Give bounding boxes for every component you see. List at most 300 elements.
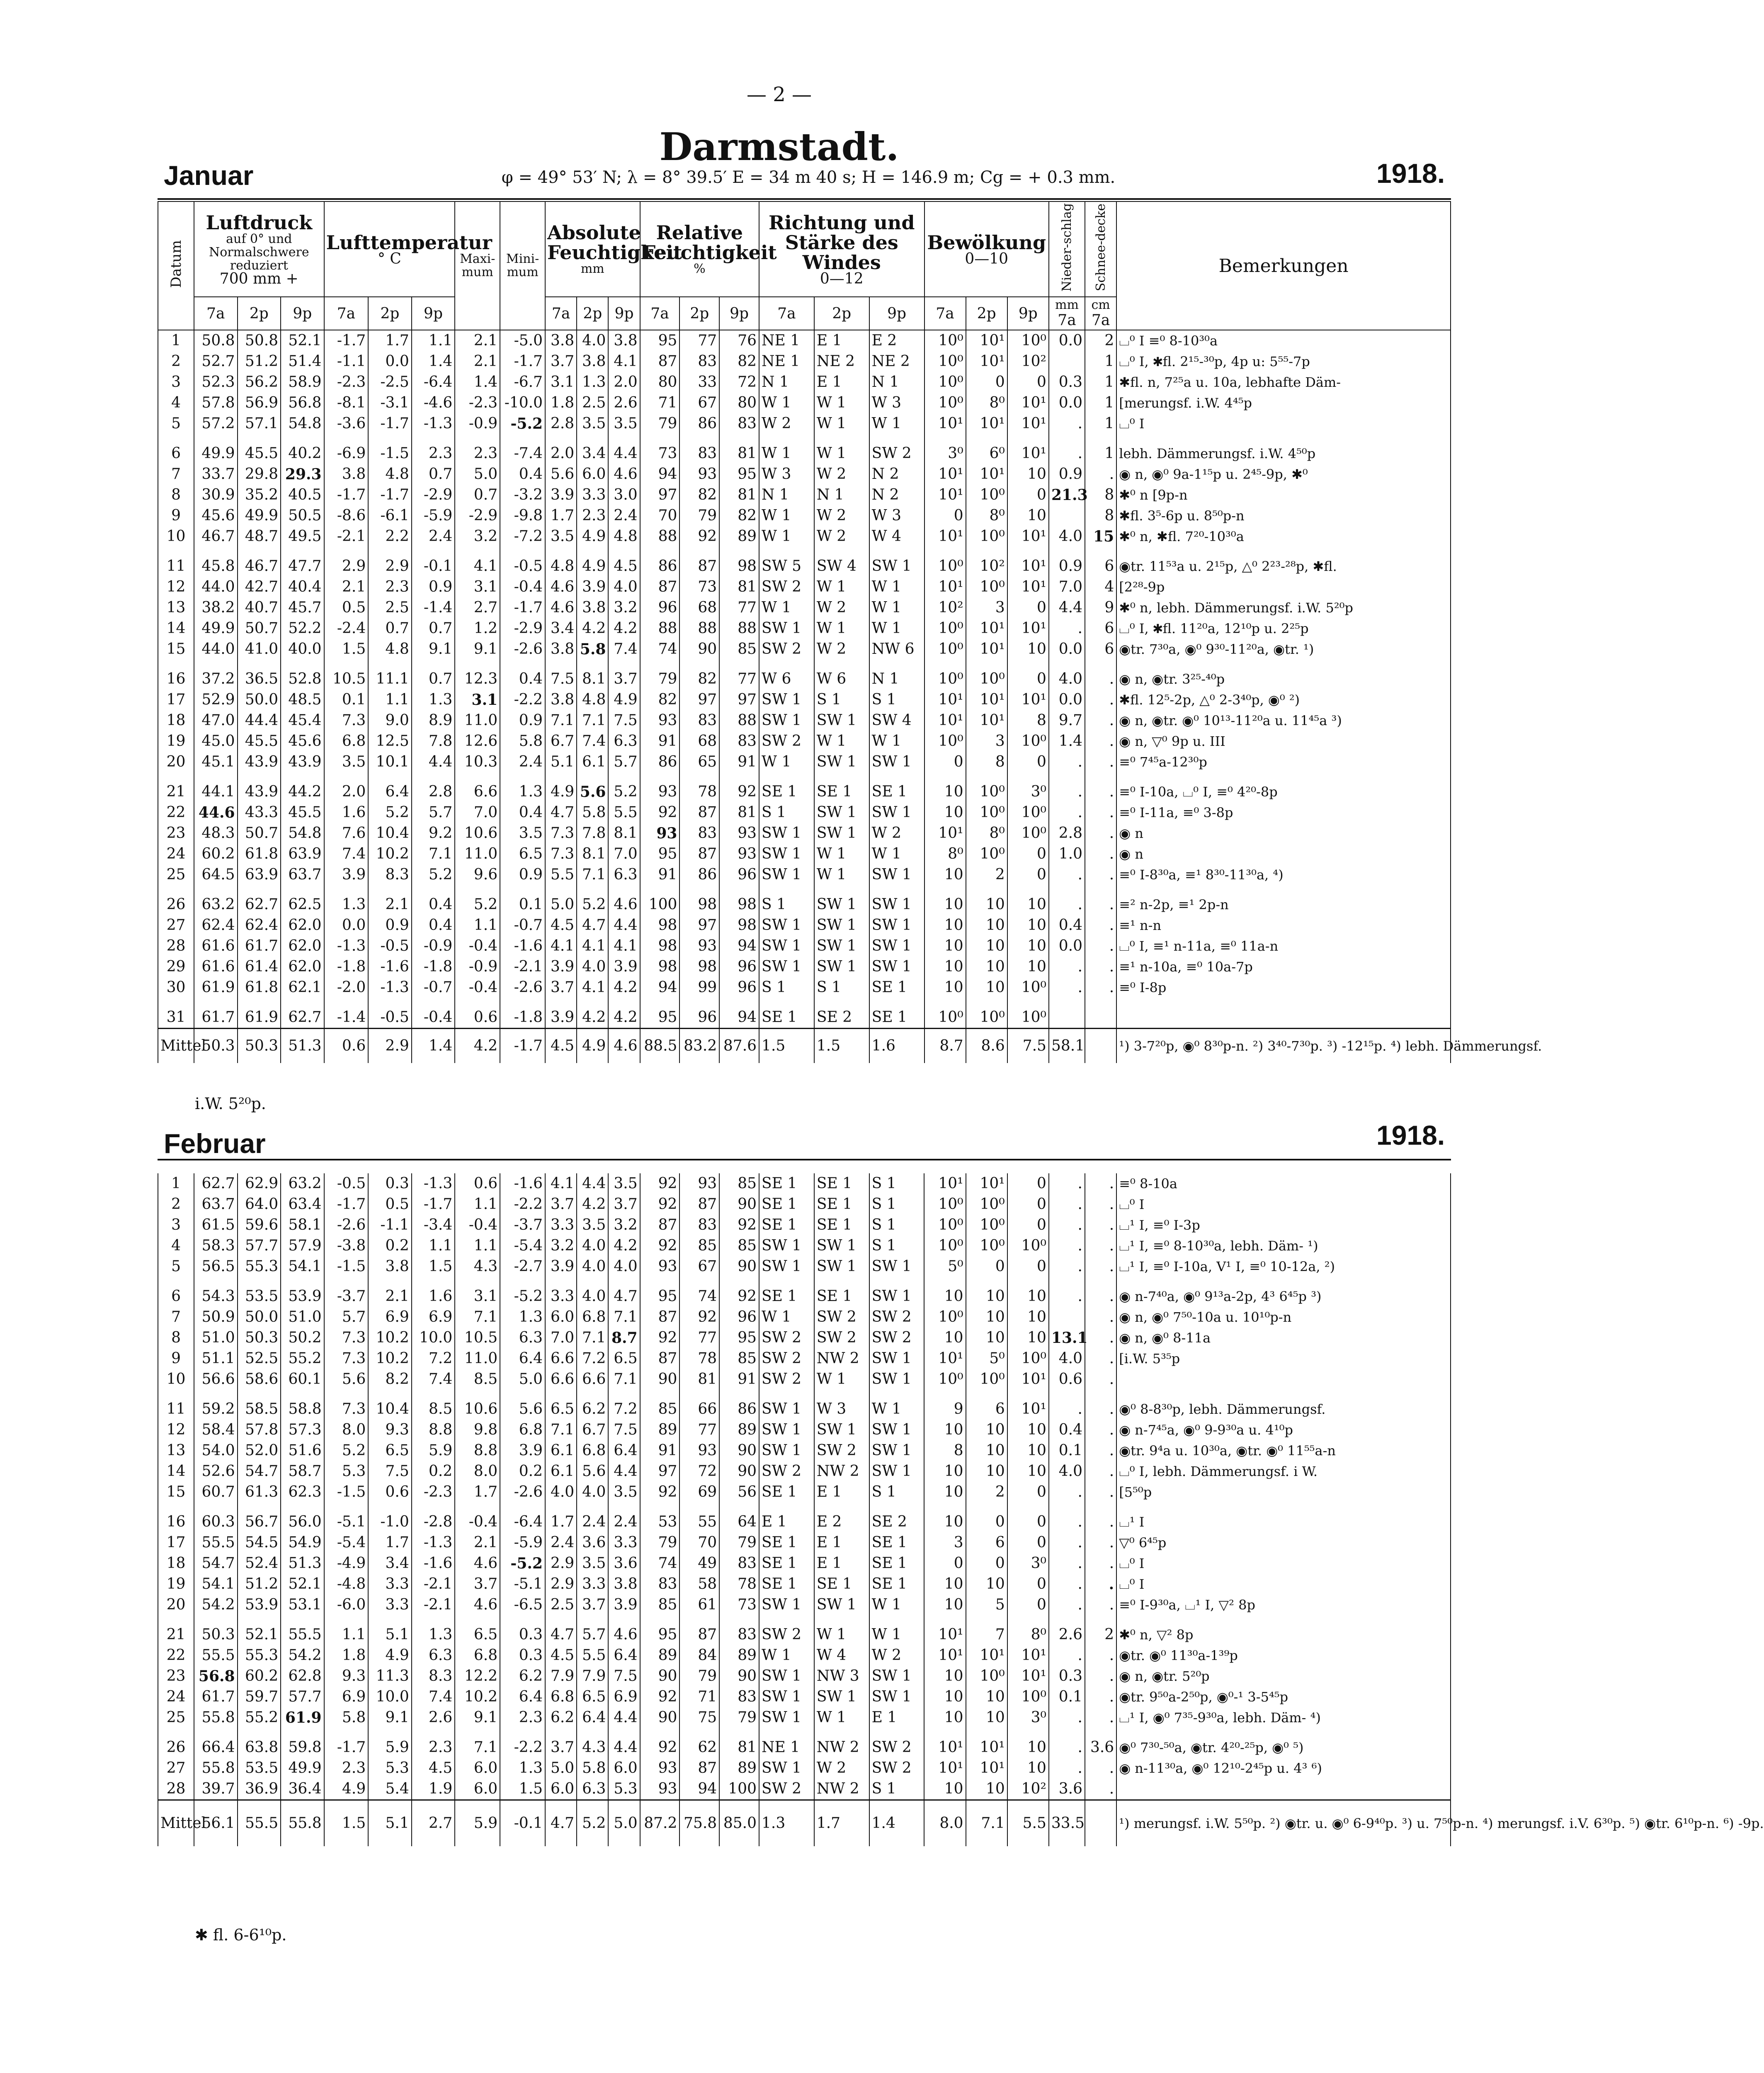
table-cell: 10: [1007, 464, 1049, 485]
row-spacer: [158, 772, 1451, 782]
table-cell: -5.9: [412, 505, 455, 526]
spacer-cell: [194, 1728, 238, 1737]
table-cell: 0.7: [412, 464, 455, 485]
table-cell: .: [1049, 1236, 1085, 1256]
spacer-cell: [455, 660, 500, 669]
spacer-cell: [281, 1728, 324, 1737]
day-cell: 2: [158, 1194, 194, 1215]
table-cell: 7.8: [577, 823, 608, 844]
table-cell: 55.3: [238, 1256, 281, 1277]
spacer-cell: [608, 1503, 640, 1512]
table-cell: .: [1049, 1173, 1085, 1194]
table-cell: .: [1085, 864, 1116, 885]
table-cell: 0.3: [368, 1173, 412, 1194]
table-cell: 55.8: [194, 1707, 238, 1728]
table-cell: 0.6: [455, 1007, 500, 1029]
table-cell: 7.2: [577, 1348, 608, 1369]
table-cell: 5.7: [412, 802, 455, 823]
table-cell: 2.9: [368, 556, 412, 577]
table-cell: 40.4: [281, 577, 324, 597]
table-cell: -3.1: [368, 393, 412, 413]
table-cell: 4.5: [608, 556, 640, 577]
spacer-cell: [1116, 998, 1451, 1007]
table-cell: 55.8: [194, 1758, 238, 1779]
spacer-cell: [608, 1615, 640, 1624]
table-cell: 60.7: [194, 1482, 238, 1503]
spacer-cell: [1049, 1503, 1085, 1512]
spacer-cell: [158, 547, 194, 556]
table-cell: 50.8: [194, 330, 238, 351]
table-cell: 3.4: [545, 618, 577, 639]
table-cell: 1.8: [545, 393, 577, 413]
day-cell: 5: [158, 1256, 194, 1277]
table-cell: 79: [679, 505, 719, 526]
spacer-cell: [640, 1390, 680, 1399]
table-cell: 6.0: [545, 1779, 577, 1800]
table-cell: 10⁰: [924, 330, 966, 351]
table-cell: 10: [966, 1687, 1007, 1707]
day-cell: 15: [158, 1482, 194, 1503]
table-cell: 9: [924, 1399, 966, 1420]
table-cell: SW 2: [759, 1461, 814, 1482]
spacer-cell: [368, 1615, 412, 1624]
spacer-cell: [679, 1277, 719, 1286]
remarks-cell: ¹) merungsf. i.W. 5⁵⁰p. ²) ◉tr. u. ◉⁰ 6-9⁴⁰p. ³) u. 7⁵⁰p-n. ⁴) merungsf. i.V. 6³⁰p. ⁵) ◉tr. 6¹⁰p-n. ⁶) -9p.: [1116, 1800, 1451, 1847]
table-cell: 45.0: [194, 731, 238, 752]
table-cell: 63.9: [238, 864, 281, 885]
table-cell: 79: [640, 669, 680, 689]
table-cell: 5.3: [608, 1779, 640, 1800]
table-cell: 92: [640, 1737, 680, 1758]
table-cell: 8.0: [455, 1461, 500, 1482]
spacer-cell: [719, 1728, 759, 1737]
spacer-cell: [545, 885, 577, 894]
table-cell: 3.2: [608, 597, 640, 618]
table-cell: NE 2: [814, 351, 869, 372]
spacer-cell: [455, 1503, 500, 1512]
table-cell: 45.5: [238, 443, 281, 464]
spacer-cell: [577, 434, 608, 443]
table-cell: 4.1: [608, 936, 640, 956]
remarks-cell: ≡⁰ I-9³⁰a, ⌴¹ I, ▽² 8p: [1116, 1595, 1451, 1615]
table-cell: 0.9: [1049, 464, 1085, 485]
table-cell: 97: [679, 689, 719, 710]
spacer-cell: [455, 1390, 500, 1399]
table-cell: 74: [679, 1286, 719, 1307]
table-cell: 10: [966, 956, 1007, 977]
table-cell: 44.2: [281, 782, 324, 802]
table-cell: .: [1085, 1482, 1116, 1503]
table-cell: SW 1: [869, 956, 924, 977]
table-row: [158, 1758, 1451, 1779]
table-cell: 4.6: [545, 577, 577, 597]
table-cell: 1.7: [814, 1800, 869, 1847]
spacer-cell: [500, 1503, 545, 1512]
table-cell: 51.2: [238, 351, 281, 372]
table-cell: 45.7: [281, 597, 324, 618]
table-cell: 0.4: [500, 669, 545, 689]
table-cell: 57.9: [281, 1236, 324, 1256]
table-cell: SW 1: [814, 1236, 869, 1256]
spacer-cell: [1049, 1277, 1085, 1286]
day-cell: 22: [158, 802, 194, 823]
spacer-cell: [158, 1728, 194, 1737]
table-cell: W 2: [869, 1645, 924, 1666]
table-cell: 6: [966, 1399, 1007, 1420]
table-cell: 7.1: [577, 1328, 608, 1348]
table-row: [158, 977, 1451, 998]
table-cell: W 1: [869, 618, 924, 639]
table-cell: 45.5: [238, 731, 281, 752]
table-cell: -1.8: [500, 1007, 545, 1029]
table-cell: 10⁰: [924, 1236, 966, 1256]
table-cell: 10¹: [924, 689, 966, 710]
table-cell: 3.8: [545, 689, 577, 710]
table-cell: 6.5: [368, 1440, 412, 1461]
table-cell: 87: [640, 1348, 680, 1369]
table-cell: 10: [924, 1461, 966, 1482]
table-cell: 10⁰: [1007, 330, 1049, 351]
table-cell: W 1: [814, 1707, 869, 1728]
table-cell: 40.5: [281, 485, 324, 505]
table-cell: 10¹: [966, 330, 1007, 351]
table-cell: NE 2: [869, 351, 924, 372]
table-cell: 3.9: [545, 1007, 577, 1029]
table-cell: 7.3: [324, 1328, 369, 1348]
spacer-cell: [608, 885, 640, 894]
table-cell: -3.4: [412, 1215, 455, 1236]
table-cell: 33.7: [194, 464, 238, 485]
spacer-cell: [719, 660, 759, 669]
spacer-cell: [719, 772, 759, 782]
day-cell: 3: [158, 372, 194, 393]
remarks-cell: ◉ n, ◉tr. 3²⁵-⁴⁰p: [1116, 669, 1451, 689]
remarks-cell: ✱⁰ n, ✱fl. 7²⁰-10³⁰a: [1116, 526, 1451, 547]
table-cell: 61.5: [194, 1215, 238, 1236]
table-cell: SW 1: [869, 894, 924, 915]
spacer-cell: [324, 434, 369, 443]
table-cell: 51.2: [238, 1574, 281, 1595]
header-bemerkungen: Bemerkungen: [1116, 201, 1451, 330]
table-cell: -6.1: [368, 505, 412, 526]
spacer-cell: [759, 1503, 814, 1512]
table-cell: 8.2: [368, 1369, 412, 1390]
table-cell: -1.7: [324, 485, 369, 505]
table-cell: -0.4: [455, 936, 500, 956]
spacer-cell: [545, 1390, 577, 1399]
table-cell: 10: [924, 802, 966, 823]
day-cell: 18: [158, 710, 194, 731]
spacer-cell: [966, 1615, 1007, 1624]
table-cell: [1085, 1029, 1116, 1063]
table-cell: SW 1: [869, 864, 924, 885]
table-cell: W 1: [759, 597, 814, 618]
table-cell: 7.1: [608, 1369, 640, 1390]
table-cell: -2.9: [412, 485, 455, 505]
spacer-cell: [608, 434, 640, 443]
spacer-cell: [814, 660, 869, 669]
table-cell: 2: [1085, 330, 1116, 351]
spacer-cell: [158, 998, 194, 1007]
table-cell: 0.9: [1049, 556, 1085, 577]
table-cell: 8.3: [368, 864, 412, 885]
table-cell: -4.9: [324, 1553, 369, 1574]
table-cell: NW 2: [814, 1779, 869, 1800]
table-cell: 0.7: [412, 669, 455, 689]
table-cell: 63.7: [194, 1194, 238, 1215]
day-cell: 11: [158, 556, 194, 577]
table-cell: 75: [679, 1707, 719, 1728]
table-cell: 58.1: [281, 1215, 324, 1236]
table-cell: 10⁰: [966, 1007, 1007, 1029]
table-cell: -5.2: [500, 1553, 545, 1574]
spacer-cell: [158, 1503, 194, 1512]
table-cell: SW 1: [869, 1440, 924, 1461]
table-cell: 85: [640, 1595, 680, 1615]
table-cell: 92: [679, 526, 719, 547]
table-cell: 5.6: [324, 1369, 369, 1390]
table-cell: 61.9: [238, 1007, 281, 1029]
table-cell: 93: [679, 1173, 719, 1194]
table-cell: 6.5: [455, 1624, 500, 1645]
table-cell: 10.4: [368, 823, 412, 844]
table-cell: 10: [1007, 956, 1049, 977]
day-cell: 22: [158, 1645, 194, 1666]
day-cell: 25: [158, 864, 194, 885]
table-cell: 10.5: [324, 669, 369, 689]
table-row: [158, 1512, 1451, 1532]
table-cell: 0: [1007, 372, 1049, 393]
table-cell: NE 1: [759, 330, 814, 351]
table-cell: 52.8: [281, 669, 324, 689]
table-cell: 60.1: [281, 1369, 324, 1390]
table-cell: 44.1: [194, 782, 238, 802]
table-cell: W 1: [869, 1624, 924, 1645]
table-cell: 5⁰: [966, 1348, 1007, 1369]
table-cell: 10²: [966, 556, 1007, 577]
day-cell: 12: [158, 577, 194, 597]
table-cell: W 1: [814, 1369, 869, 1390]
table-row: [158, 1369, 1451, 1390]
table-cell: 0.6: [1049, 1369, 1085, 1390]
table-cell: E 1: [814, 372, 869, 393]
table-cell: 45.8: [194, 556, 238, 577]
spacer-cell: [924, 1503, 966, 1512]
table-cell: 8⁰: [966, 823, 1007, 844]
table-row: [158, 823, 1451, 844]
table-cell: 0.0: [324, 915, 369, 936]
header-temp-7a: 7a: [324, 297, 369, 330]
table-cell: 62: [679, 1737, 719, 1758]
table-cell: 58.1: [1049, 1029, 1085, 1063]
remarks-cell: ◉ n, ◉⁰ 7⁵⁰-10a u. 10¹⁰p-n: [1116, 1307, 1451, 1328]
remarks-cell: ⌴⁰ I, ✱fl. 11²⁰a, 12¹⁰p u. 2²⁵p: [1116, 618, 1451, 639]
table-cell: 51.3: [281, 1553, 324, 1574]
table-cell: 3.9: [545, 956, 577, 977]
table-cell: 10: [924, 894, 966, 915]
table-cell: W 2: [759, 413, 814, 434]
table-cell: 45.6: [194, 505, 238, 526]
table-cell: 40.2: [281, 443, 324, 464]
spacer-cell: [759, 1728, 814, 1737]
spacer-cell: [924, 1728, 966, 1737]
table-cell: .: [1049, 1595, 1085, 1615]
table-cell: 6.6: [577, 1369, 608, 1390]
table-cell: 5.0: [608, 1800, 640, 1847]
day-cell: 7: [158, 1307, 194, 1328]
table-cell: 54.7: [194, 1553, 238, 1574]
table-cell: 61.9: [281, 1707, 324, 1728]
table-cell: 3.3: [608, 1532, 640, 1553]
table-cell: 5.6: [577, 782, 608, 802]
spacer-cell: [1007, 547, 1049, 556]
header-abs-7a: 7a: [545, 297, 577, 330]
spacer-cell: [1007, 1615, 1049, 1624]
table-cell: 70: [679, 1532, 719, 1553]
table-cell: 10¹: [1007, 413, 1049, 434]
table-cell: 4.1: [577, 977, 608, 998]
spacer-cell: [368, 660, 412, 669]
table-cell: -5.2: [500, 1286, 545, 1307]
table-row: [158, 1737, 1451, 1758]
table-cell: 7.5: [608, 1420, 640, 1440]
spacer-cell: [324, 660, 369, 669]
table-cell: 83: [719, 413, 759, 434]
table-cell: 91: [640, 864, 680, 885]
table-cell: 10: [1007, 1758, 1049, 1779]
table-cell: -1.7: [324, 330, 369, 351]
table-cell: SW 2: [759, 1369, 814, 1390]
table-cell: SW 1: [759, 936, 814, 956]
day-cell: 16: [158, 1512, 194, 1532]
spacer-cell: [640, 1503, 680, 1512]
table-cell: 3.3: [545, 1286, 577, 1307]
remarks-cell: ≡¹ n-n: [1116, 915, 1451, 936]
spacer-cell: [608, 1277, 640, 1286]
table-cell: .: [1085, 1173, 1116, 1194]
spacer-cell: [238, 772, 281, 782]
table-cell: 8.3: [412, 1666, 455, 1687]
table-cell: 7.1: [455, 1307, 500, 1328]
table-cell: 6.0: [545, 1307, 577, 1328]
table-cell: 10¹: [924, 823, 966, 844]
table-cell: 3.3: [368, 1595, 412, 1615]
table-cell: 89: [719, 1758, 759, 1779]
table-cell: 64.0: [238, 1194, 281, 1215]
table-cell: 4.6: [608, 1624, 640, 1645]
table-cell: 83: [679, 710, 719, 731]
table-cell: 0.5: [324, 597, 369, 618]
table-cell: 10: [966, 1461, 1007, 1482]
table-cell: 2.1: [324, 577, 369, 597]
table-cell: -0.1: [500, 1800, 545, 1847]
table-cell: -1.3: [412, 413, 455, 434]
table-cell: 50.9: [194, 1307, 238, 1328]
table-row: [158, 556, 1451, 577]
day-cell: 8: [158, 485, 194, 505]
table-cell: .: [1085, 1348, 1116, 1369]
table-cell: 3: [966, 597, 1007, 618]
table-cell: 3: [924, 1532, 966, 1553]
remarks-cell: ◉ n: [1116, 823, 1451, 844]
table-cell: SE 1: [759, 1532, 814, 1553]
table-cell: 54.0: [194, 1440, 238, 1461]
table-row: [158, 1173, 1451, 1194]
table-cell: SE 1: [759, 1173, 814, 1194]
spacer-cell: [814, 434, 869, 443]
table-cell: 44.6: [194, 802, 238, 823]
table-cell: 5.3: [324, 1461, 369, 1482]
day-cell: 24: [158, 1687, 194, 1707]
table-cell: [1049, 505, 1085, 526]
table-cell: -1.3: [412, 1173, 455, 1194]
table-cell: 82: [679, 485, 719, 505]
table-cell: .: [1085, 782, 1116, 802]
table-cell: 7.3: [545, 844, 577, 864]
mean-row: [158, 1800, 1451, 1847]
table-cell: 63.8: [238, 1737, 281, 1758]
table-cell: -1.7: [368, 413, 412, 434]
table-cell: .: [1049, 1758, 1085, 1779]
spacer-cell: [324, 1615, 369, 1624]
table-cell: 92: [679, 1307, 719, 1328]
table-cell: 49.5: [281, 526, 324, 547]
spacer-cell: [759, 1277, 814, 1286]
spacer-cell: [924, 1390, 966, 1399]
spacer-cell: [281, 1390, 324, 1399]
table-cell: 52.1: [238, 1624, 281, 1645]
table-cell: 1.3: [324, 894, 369, 915]
table-cell: 7.3: [324, 710, 369, 731]
day-cell: 10: [158, 526, 194, 547]
remarks-cell: ✱fl. n, 7²⁵a u. 10a, lebhafte Däm-: [1116, 372, 1451, 393]
table-cell: 10¹: [966, 1737, 1007, 1758]
table-cell: .: [1085, 1369, 1116, 1390]
remarks-cell: ✱fl. 3⁵-6p u. 8⁵⁰p-n: [1116, 505, 1451, 526]
table-cell: 2.3: [577, 505, 608, 526]
weather-table-februar: [158, 1173, 1764, 1846]
remarks-cell: ◉ n, ▽⁰ 9p u. III: [1116, 731, 1451, 752]
table-cell: 10.2: [368, 844, 412, 864]
table-cell: 93: [640, 1779, 680, 1800]
table-cell: 10¹: [924, 1348, 966, 1369]
spacer-cell: [455, 1277, 500, 1286]
table-cell: 7.0: [608, 844, 640, 864]
table-cell: 10¹: [924, 577, 966, 597]
table-cell: 4.4: [577, 1173, 608, 1194]
table-cell: 59.8: [281, 1737, 324, 1758]
table-cell: SW 2: [759, 1348, 814, 1369]
table-cell: 83: [719, 731, 759, 752]
spacer-cell: [238, 1390, 281, 1399]
header-datum: Datum: [158, 201, 194, 330]
table-cell: W 6: [759, 669, 814, 689]
spacer-cell: [640, 660, 680, 669]
table-cell: W 1: [814, 864, 869, 885]
table-cell: SW 1: [869, 1666, 924, 1687]
table-cell: W 3: [869, 505, 924, 526]
spacer-cell: [324, 885, 369, 894]
day-cell: 1: [158, 330, 194, 351]
spacer-cell: [324, 772, 369, 782]
table-cell: W 1: [759, 443, 814, 464]
table-cell: 5.5: [1007, 1800, 1049, 1847]
table-cell: 62.4: [194, 915, 238, 936]
table-cell: 3.9: [608, 956, 640, 977]
table-cell: .: [1085, 1553, 1116, 1574]
table-cell: 51.0: [194, 1328, 238, 1348]
table-cell: 62.8: [281, 1666, 324, 1687]
